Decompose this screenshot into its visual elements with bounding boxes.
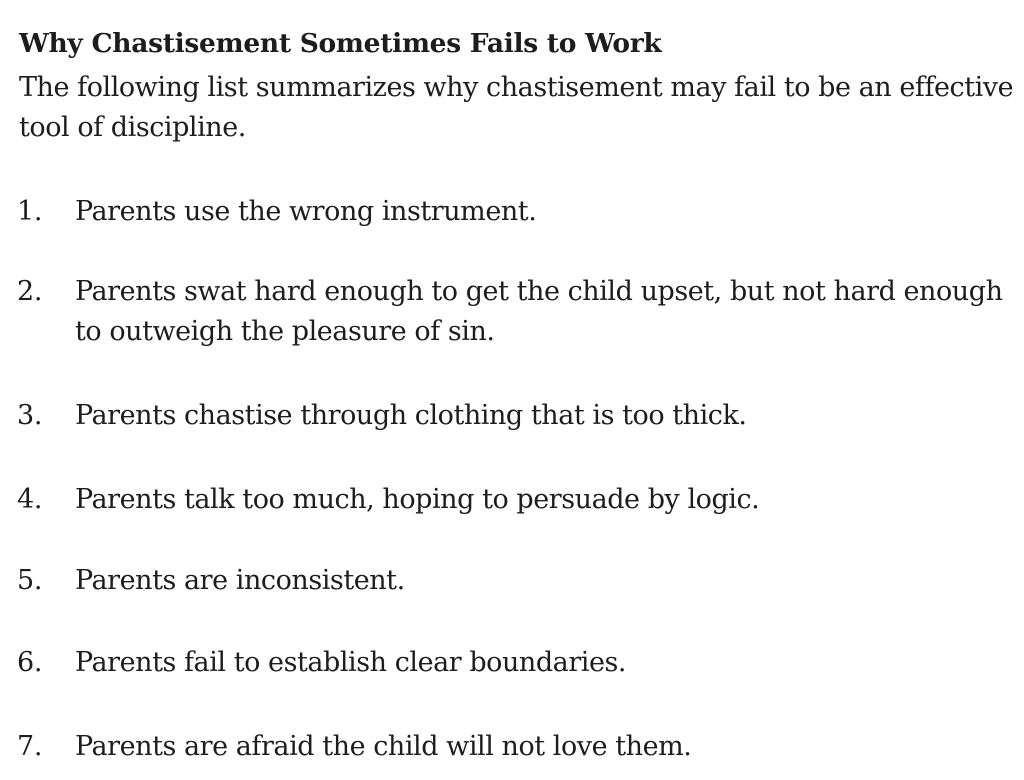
item-number: 4. (17, 484, 43, 515)
item-text: Parents talk too much, hoping to persuade by logic. (75, 484, 760, 515)
item-text: Parents are afraid the child will not love them. (75, 731, 692, 762)
item-number: 1. (17, 196, 43, 227)
item-text: Parents are inconsistent. (75, 565, 405, 596)
item-number: 3. (17, 400, 43, 431)
item-text: Parents swat hard enough to get the child upset, but not hard enough to outweigh the pleasure of sin. (75, 276, 1003, 347)
item-number: 6. (17, 647, 43, 678)
item-text: Parents fail to establish clear boundaries. (75, 647, 627, 678)
item-text: Parents chastise through clothing that is too thick. (75, 400, 747, 431)
section-heading: Why Chastisement Sometimes Fails to Work (19, 28, 662, 59)
item-text: Parents use the wrong instrument. (75, 196, 537, 227)
intro-paragraph: The following list summarizes why chastisement may fail to be an effective tool of discipline. (19, 72, 1014, 143)
item-number: 5. (17, 565, 43, 596)
item-number: 7. (17, 731, 43, 762)
item-number: 2. (17, 276, 43, 307)
